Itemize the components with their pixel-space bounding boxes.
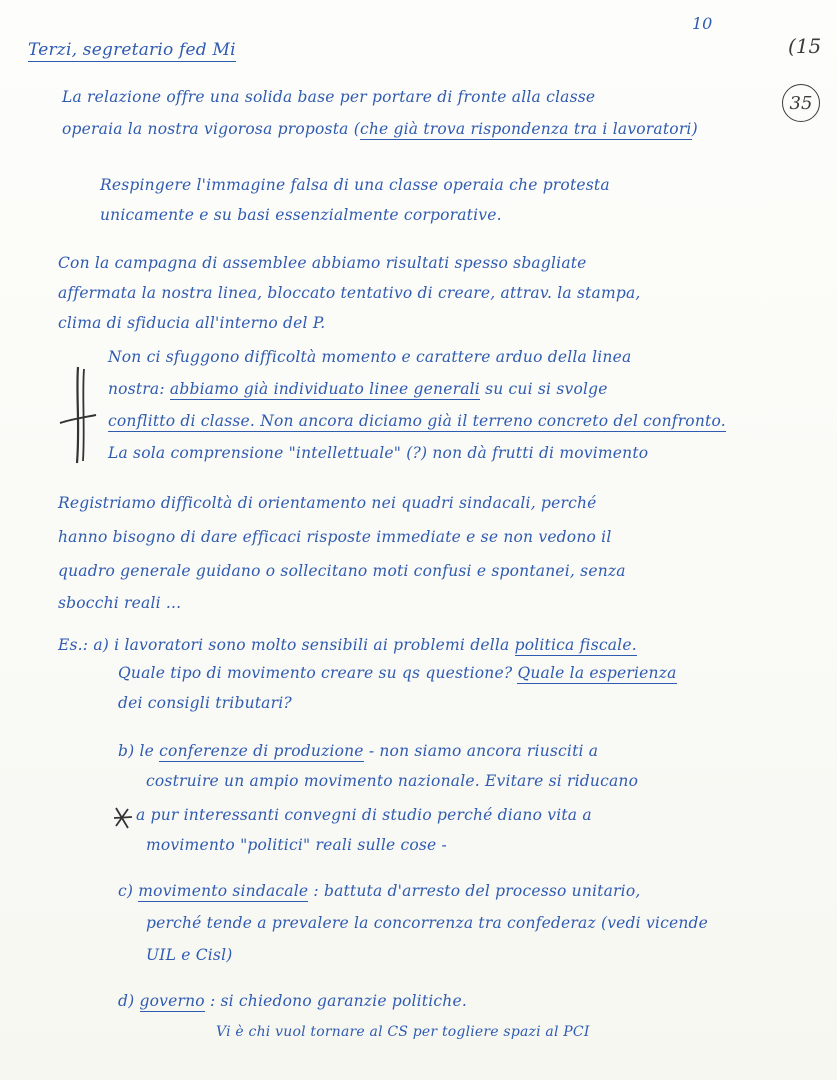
text-line: perché tende a prevalere la concorrenza tra confederaz (vedi vicende <box>146 914 709 932</box>
text-line: unicamente e su basi essenzialmente corporative. <box>100 206 502 224</box>
text-line: Non ci sfuggono difficoltà momento e carattere arduo della linea <box>108 348 632 366</box>
text-line: Registriamo difficoltà di orientamento nei quadri sindacali, perché <box>58 494 597 512</box>
text-line: La relazione offre una solida base per portare di fronte alla classe <box>62 88 596 106</box>
page-title <box>28 40 236 60</box>
text-line: Con la campagna di assemblee abbiamo risultati spesso sbagliate <box>58 254 587 272</box>
text-segment: : battuta d'arresto del processo unitario, <box>308 882 641 900</box>
text-line: UIL e Cisl) <box>146 946 233 964</box>
text-line: Respingere l'immagine falsa di una classe operaia che protesta <box>100 176 610 194</box>
text-segment: c) <box>118 882 139 900</box>
underlined-segment: Quale la esperienza <box>517 664 677 682</box>
text-line: Vi è chi vuol tornare al CS per togliere spazi al PCI <box>216 1024 590 1040</box>
text-segment: Quale tipo di movimento creare su qs questione? <box>118 664 518 682</box>
margin-cross-mark <box>58 365 98 465</box>
text-line <box>108 412 726 430</box>
text-line: costruire un ampio movimento nazionale. Evitare si riducano <box>146 772 639 790</box>
text-line: clima di sfiducia all'interno del P. <box>58 314 326 332</box>
text-line: hanno bisogno di dare efficaci risposte immediate e se non vedono il <box>58 528 612 546</box>
underlined-segment: abbiamo già individuato linee generali <box>169 380 480 398</box>
text-line <box>108 380 608 398</box>
underlined-segment: conferenze di produzione <box>159 742 364 760</box>
text-line: dei consigli tributari? <box>118 694 292 712</box>
text-segment: nostra: <box>108 380 170 398</box>
text-segment: d) <box>118 992 140 1010</box>
underlined-segment: movimento sindacale <box>138 882 309 900</box>
circled-number-text: 35 <box>789 92 813 114</box>
text-line <box>118 882 640 900</box>
text-line: movimento "politici" reali sulle cose - <box>146 836 447 854</box>
text-line: affermata la nostra linea, bloccato tentativo di creare, attrav. la stampa, <box>58 284 641 302</box>
underlined-segment: che già trova rispondenza tra i lavoratori <box>359 120 692 138</box>
text-segment: : si chiedono garanzie politiche. <box>204 992 467 1010</box>
text-line: quadro generale guidano o sollecitano moti confusi e spontanei, senza <box>58 562 626 580</box>
page-number: 10 <box>692 14 713 33</box>
circled-number <box>782 84 820 122</box>
text-segment: ) <box>691 120 698 138</box>
text-line: La sola comprensione "intellettuale" (?) non dà frutti di movimento <box>108 444 649 462</box>
page-title-text: Terzi, segretario fed Mi <box>28 40 236 60</box>
text-line: sbocchi reali ... <box>58 594 182 612</box>
text-line <box>118 992 467 1010</box>
text-segment: - non siamo ancora riusciti a <box>363 742 599 760</box>
archive-number-bracket: (15 <box>788 34 822 58</box>
archive-number: 15 <box>795 34 822 58</box>
asterisk-mark <box>112 806 134 830</box>
text-segment: Es.: a) i lavoratori sono molto sensibili ai problemi della <box>58 636 515 654</box>
underlined-segment: politica fiscale. <box>514 636 637 654</box>
text-segment: su cui si svolge <box>479 380 608 398</box>
text-line <box>118 664 677 682</box>
text-line <box>62 120 698 138</box>
text-segment: operaia la nostra vigorosa proposta ( <box>62 120 360 138</box>
underlined-segment: conflitto di classe. <box>108 412 261 430</box>
text-line <box>58 636 637 654</box>
text-segment: b) le <box>118 742 160 760</box>
text-line <box>118 742 598 760</box>
underlined-segment: governo <box>139 992 205 1010</box>
underlined-segment: Non ancora diciamo già il terreno concreto del confronto. <box>260 412 726 430</box>
text-line: a pur interessanti convegni di studio perché diano vita a <box>136 806 592 824</box>
